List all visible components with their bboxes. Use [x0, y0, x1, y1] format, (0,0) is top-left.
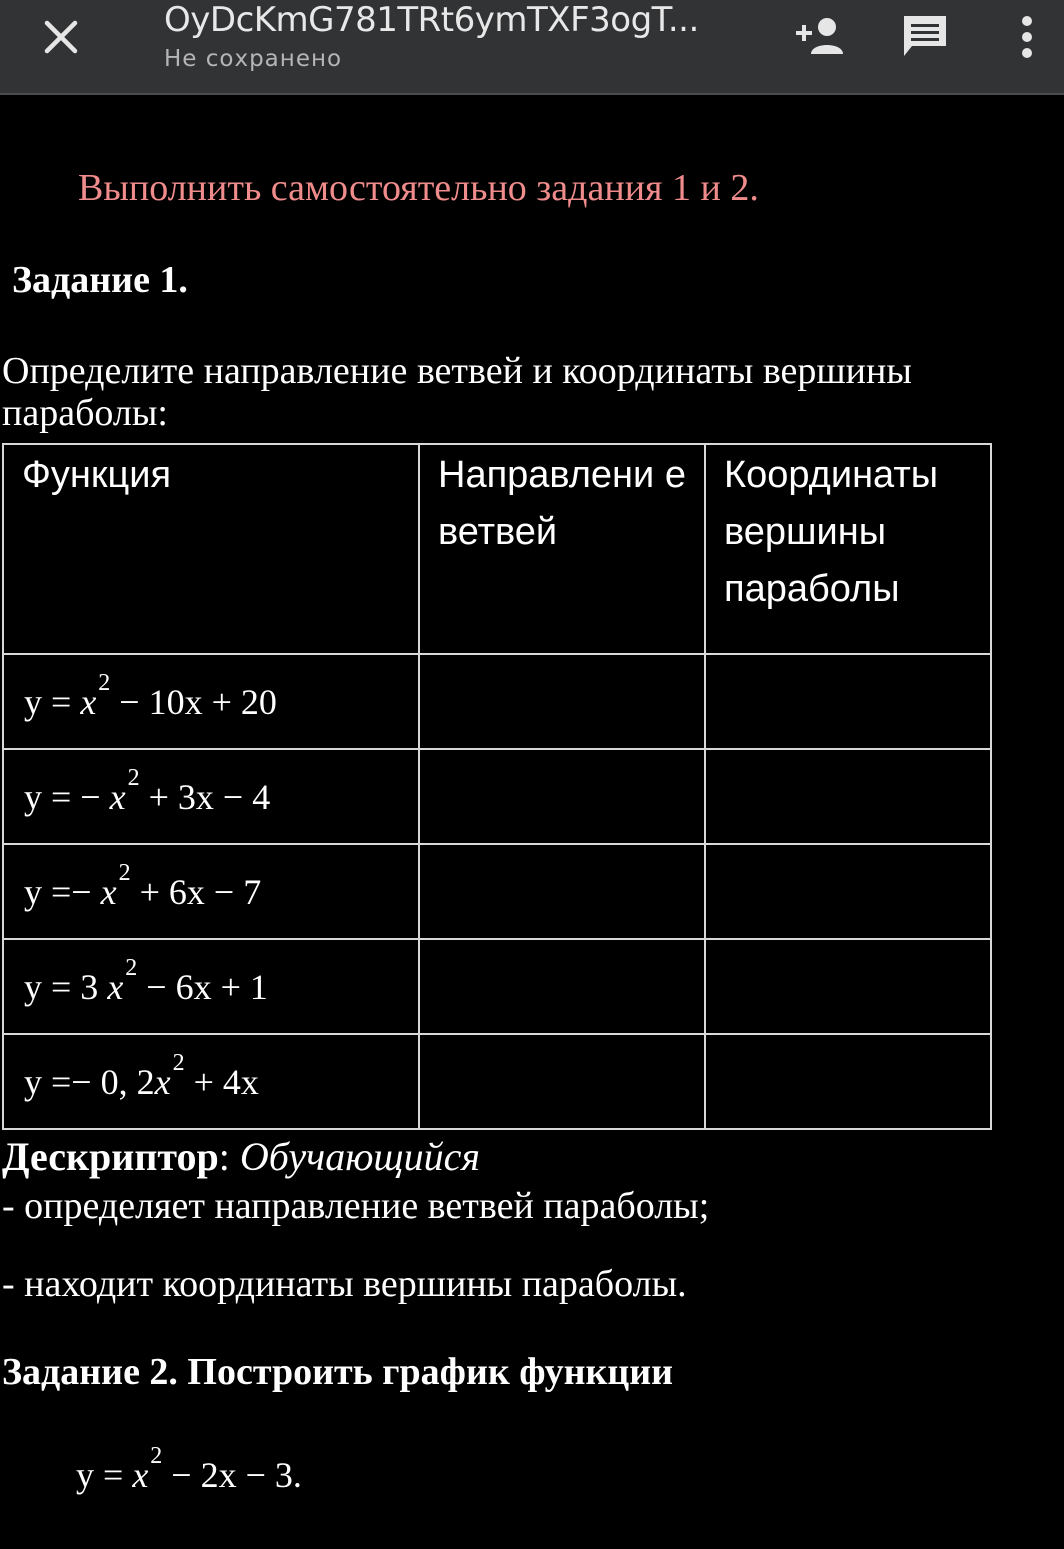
vertex-answer-cell[interactable] — [705, 749, 991, 844]
table-row — [3, 654, 991, 749]
add-person-icon[interactable] — [794, 14, 846, 58]
table-row — [3, 939, 991, 1034]
header-function-label: Функция — [22, 454, 172, 496]
header-cell-function — [3, 444, 419, 654]
app-toolbar — [0, 0, 1064, 95]
table-header-row — [3, 444, 991, 654]
close-icon[interactable] — [38, 14, 84, 60]
direction-answer-cell[interactable] — [419, 844, 705, 939]
task2-formula: $y = x^2 - 2x - 3$. — [76, 1443, 302, 1495]
vertex-answer-cell[interactable] — [705, 654, 991, 749]
parabola-table — [2, 443, 992, 1130]
task1-heading: Задание 1. — [12, 259, 188, 301]
function-cell: y = 3 $x^2 - 6x + 1$ — [3, 939, 419, 1034]
direction-answer-cell[interactable] — [419, 749, 705, 844]
function-cell: y =− 0, $2x^2 + 4x$ — [3, 1034, 419, 1129]
comment-icon[interactable] — [900, 12, 950, 60]
function-cell: y = − $x^2 + 3x - 4$ — [3, 749, 419, 844]
document-title: OyDcKmG781TRt6ymTXF3ogT... — [164, 0, 699, 40]
descriptor-subject: Обучающийся — [239, 1134, 480, 1179]
vertex-answer-cell[interactable] — [705, 844, 991, 939]
header-cell-vertex — [705, 444, 991, 654]
table-row — [3, 749, 991, 844]
table-row — [3, 844, 991, 939]
direction-answer-cell[interactable] — [419, 654, 705, 749]
table-row — [3, 1034, 991, 1129]
save-status: Не сохранено — [164, 46, 343, 72]
direction-answer-cell[interactable] — [419, 1034, 705, 1129]
descriptor-item: - определяет направление ветвей параболы; — [2, 1185, 710, 1227]
descriptor-item: - находит координаты вершины параболы. — [2, 1263, 687, 1305]
vertex-answer-cell[interactable] — [705, 1034, 991, 1129]
function-cell: $y =- x^2 + 6x - 7$ — [3, 844, 419, 939]
instruction-text: Выполнить самостоятельно задания 1 и 2. — [78, 167, 759, 209]
vertex-answer-cell[interactable] — [705, 939, 991, 1034]
task1-text: Определите направление ветвей и координаты вершины параболы: — [2, 350, 912, 434]
task2-heading: Задание 2. Построить график функции — [2, 1351, 674, 1393]
header-vertex-label: Координаты вершины параболы — [724, 454, 939, 610]
header-direction-label: Направлени е ветвей — [438, 454, 686, 553]
descriptor-line: Дескриптор: Обучающийся — [2, 1134, 480, 1179]
more-vert-icon[interactable] — [1012, 14, 1042, 60]
function-cell: $y = x^2 - 10x + 20$ — [3, 654, 419, 749]
descriptor-label: Дескриптор — [2, 1134, 219, 1179]
header-cell-direction — [419, 444, 705, 654]
direction-answer-cell[interactable] — [419, 939, 705, 1034]
